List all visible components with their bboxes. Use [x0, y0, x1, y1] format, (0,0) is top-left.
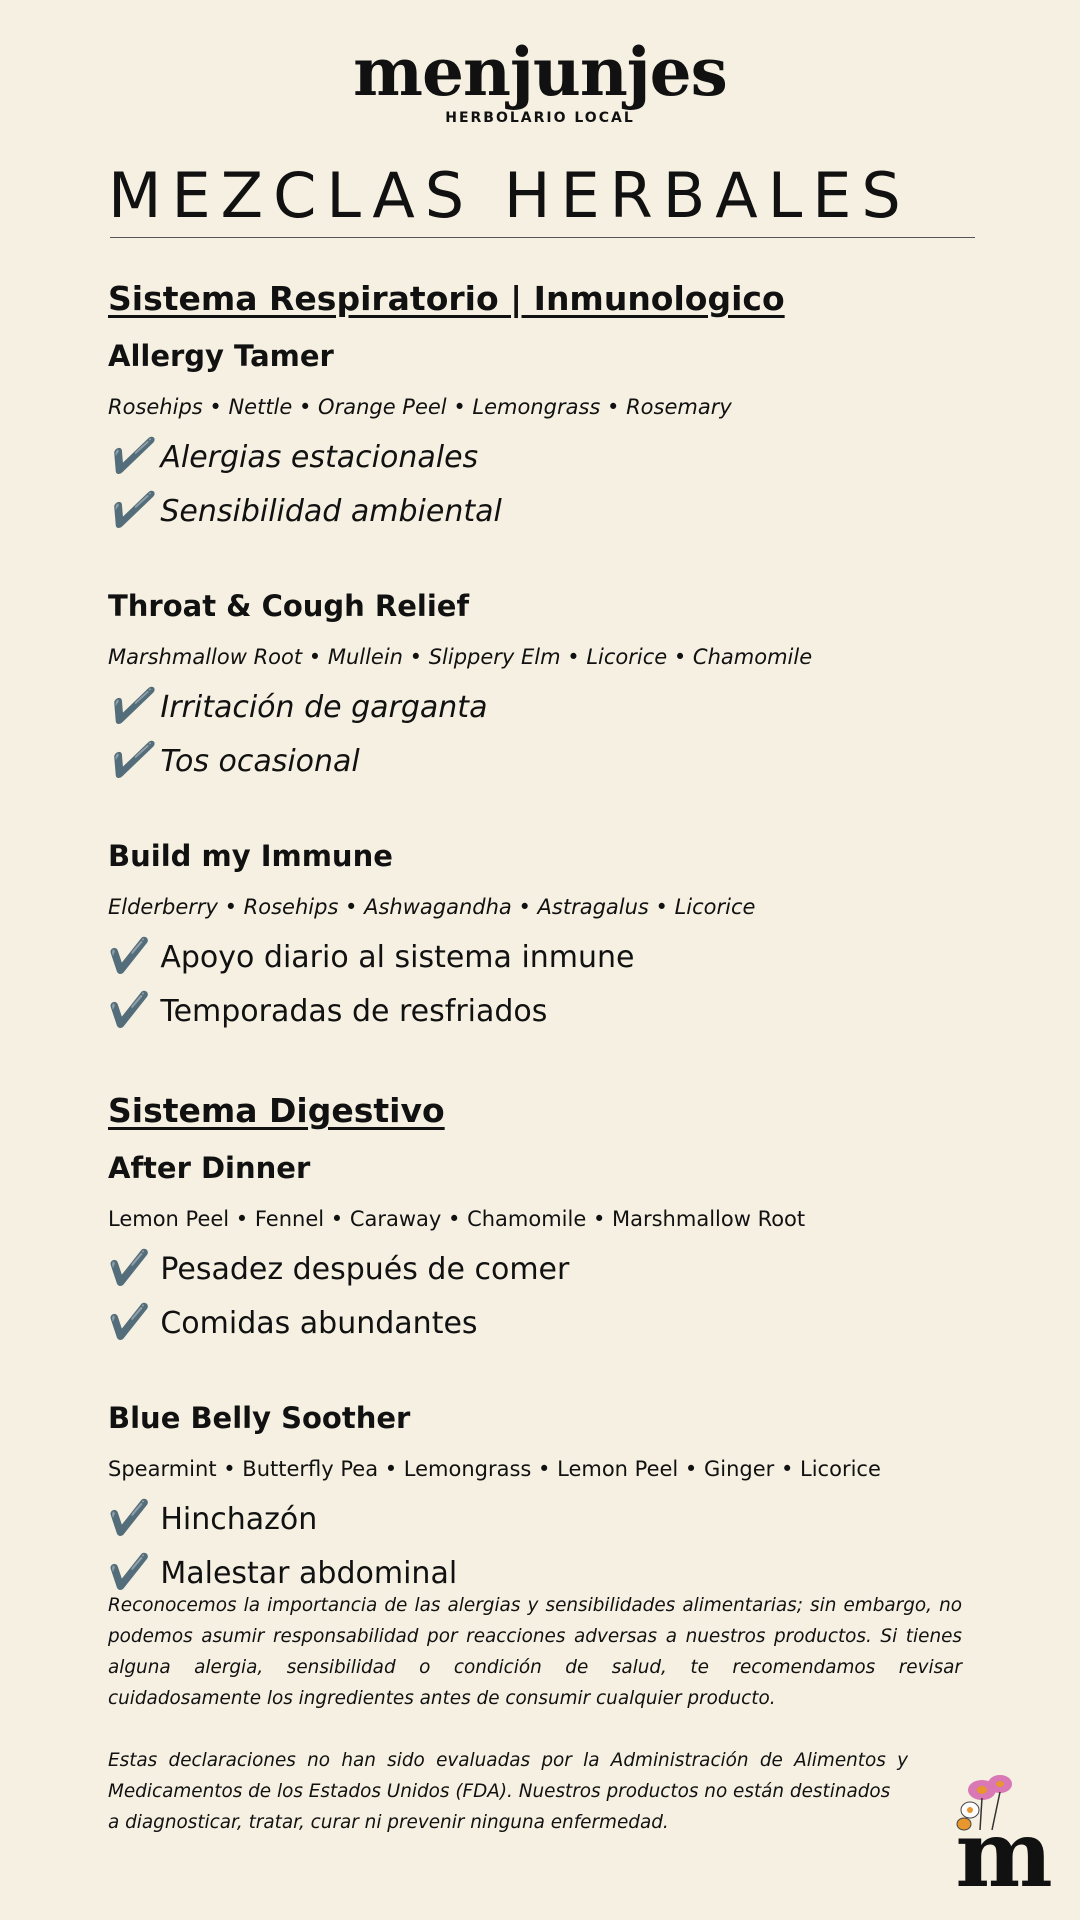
benefit-item: [108, 930, 988, 984]
section-title-digestivo: Sistema Digestivo: [108, 1091, 445, 1130]
benefit-label: Pesadez después de comer: [160, 1252, 570, 1287]
title-divider: [110, 237, 975, 238]
blend-ingredients: Spearmint • Butterfly Pea • Lemongrass • Lemon Peel • Ginger • Licorice: [108, 1457, 881, 1481]
check-icon: ✔️: [108, 1248, 151, 1288]
blend-name: Build my Immune: [108, 839, 393, 873]
blend-allergy-tamer: [108, 328, 988, 538]
blend-ingredients: Elderberry • Rosehips • Ashwagandha • Astragalus • Licorice: [108, 895, 756, 919]
brand-tagline: HERBOLARIO LOCAL: [445, 110, 635, 126]
page-title: MEZCLAS HERBALES: [108, 159, 911, 232]
check-icon: ✔️: [108, 936, 151, 976]
check-icon: ✔️: [108, 490, 151, 530]
check-icon: ✔️: [108, 990, 151, 1030]
benefit-label: Sensibilidad ambiental: [160, 494, 502, 529]
benefit-label: Malestar abdominal: [160, 1556, 458, 1591]
blend-ingredients: Rosehips • Nettle • Orange Peel • Lemongrass • Rosemary: [108, 395, 732, 419]
fda-disclaimer-line: Estas declaraciones no han sido evaluadas por la Administración de Alimentos y Medicamentos de los Estados Unidos (FDA). Nuestros productos no están destinados: [108, 1750, 908, 1802]
blend-blue-belly: [108, 1390, 988, 1600]
menu-content: [108, 270, 988, 1600]
benefit-item: [108, 484, 988, 538]
benefit-item: [108, 1296, 988, 1350]
fda-disclaimer: [108, 1745, 962, 1838]
benefit-label: Temporadas de resfriados: [160, 994, 548, 1029]
benefit-item: [108, 1492, 988, 1546]
check-icon: ✔️: [108, 1498, 151, 1538]
benefit-label: Comidas abundantes: [160, 1306, 478, 1341]
benefit-label: Tos ocasional: [160, 744, 360, 779]
check-icon: ✔️: [108, 686, 151, 726]
benefit-label: Hinchazón: [160, 1502, 318, 1537]
blend-ingredients: Marshmallow Root • Mullein • Slippery Elm • Licorice • Chamomile: [108, 645, 813, 669]
section-title-respiratorio: Sistema Respiratorio | Inmunologico: [108, 279, 785, 318]
blend-name: After Dinner: [108, 1151, 311, 1185]
blend-name: Throat & Cough Relief: [108, 589, 470, 623]
blend-name: Blue Belly Soother: [108, 1401, 411, 1435]
blend-after-dinner: [108, 1140, 988, 1350]
benefit-item: [108, 984, 988, 1038]
blend-ingredients: Lemon Peel • Fennel • Caraway • Chamomile • Marshmallow Root: [108, 1207, 806, 1231]
spacer: [108, 538, 988, 578]
fda-disclaimer-line: a diagnosticar, tratar, curar ni prevenir ninguna enfermedad.: [108, 1812, 669, 1833]
blend-name: Allergy Tamer: [108, 339, 334, 373]
check-icon: ✔️: [108, 436, 151, 476]
check-icon: ✔️: [108, 1302, 151, 1342]
benefit-label: Apoyo diario al sistema inmune: [160, 940, 635, 975]
benefit-label: Alergias estacionales: [160, 440, 479, 475]
check-icon: ✔️: [108, 740, 151, 780]
spacer: [108, 788, 988, 828]
benefit-item: [108, 1242, 988, 1296]
spacer: [108, 1038, 988, 1082]
flower-monogram-logo: [940, 1770, 1060, 1890]
brand-name: menjunjes: [353, 33, 727, 111]
check-icon: ✔️: [108, 1552, 151, 1592]
benefit-label: Irritación de garganta: [160, 690, 488, 725]
monogram-letter: m: [955, 1800, 1053, 1890]
spacer: [108, 1350, 988, 1390]
allergy-disclaimer: Reconocemos la importancia de las alergias y sensibilidades alimentarias; sin embargo, no podemos asumir responsabilidad por reacciones adversas a nuestros productos. Si tienes alguna alergia, sensibilidad o condición de salud, te recomendamos revisar cuidadosamente los ingredientes antes de consumir cualquier producto.: [108, 1595, 962, 1709]
blend-throat-cough: [108, 578, 988, 788]
benefit-item: [108, 680, 988, 734]
benefit-item: [108, 430, 988, 484]
brand-logo: [0, 32, 1080, 126]
benefit-item: [108, 734, 988, 788]
blend-build-immune: [108, 828, 988, 1038]
